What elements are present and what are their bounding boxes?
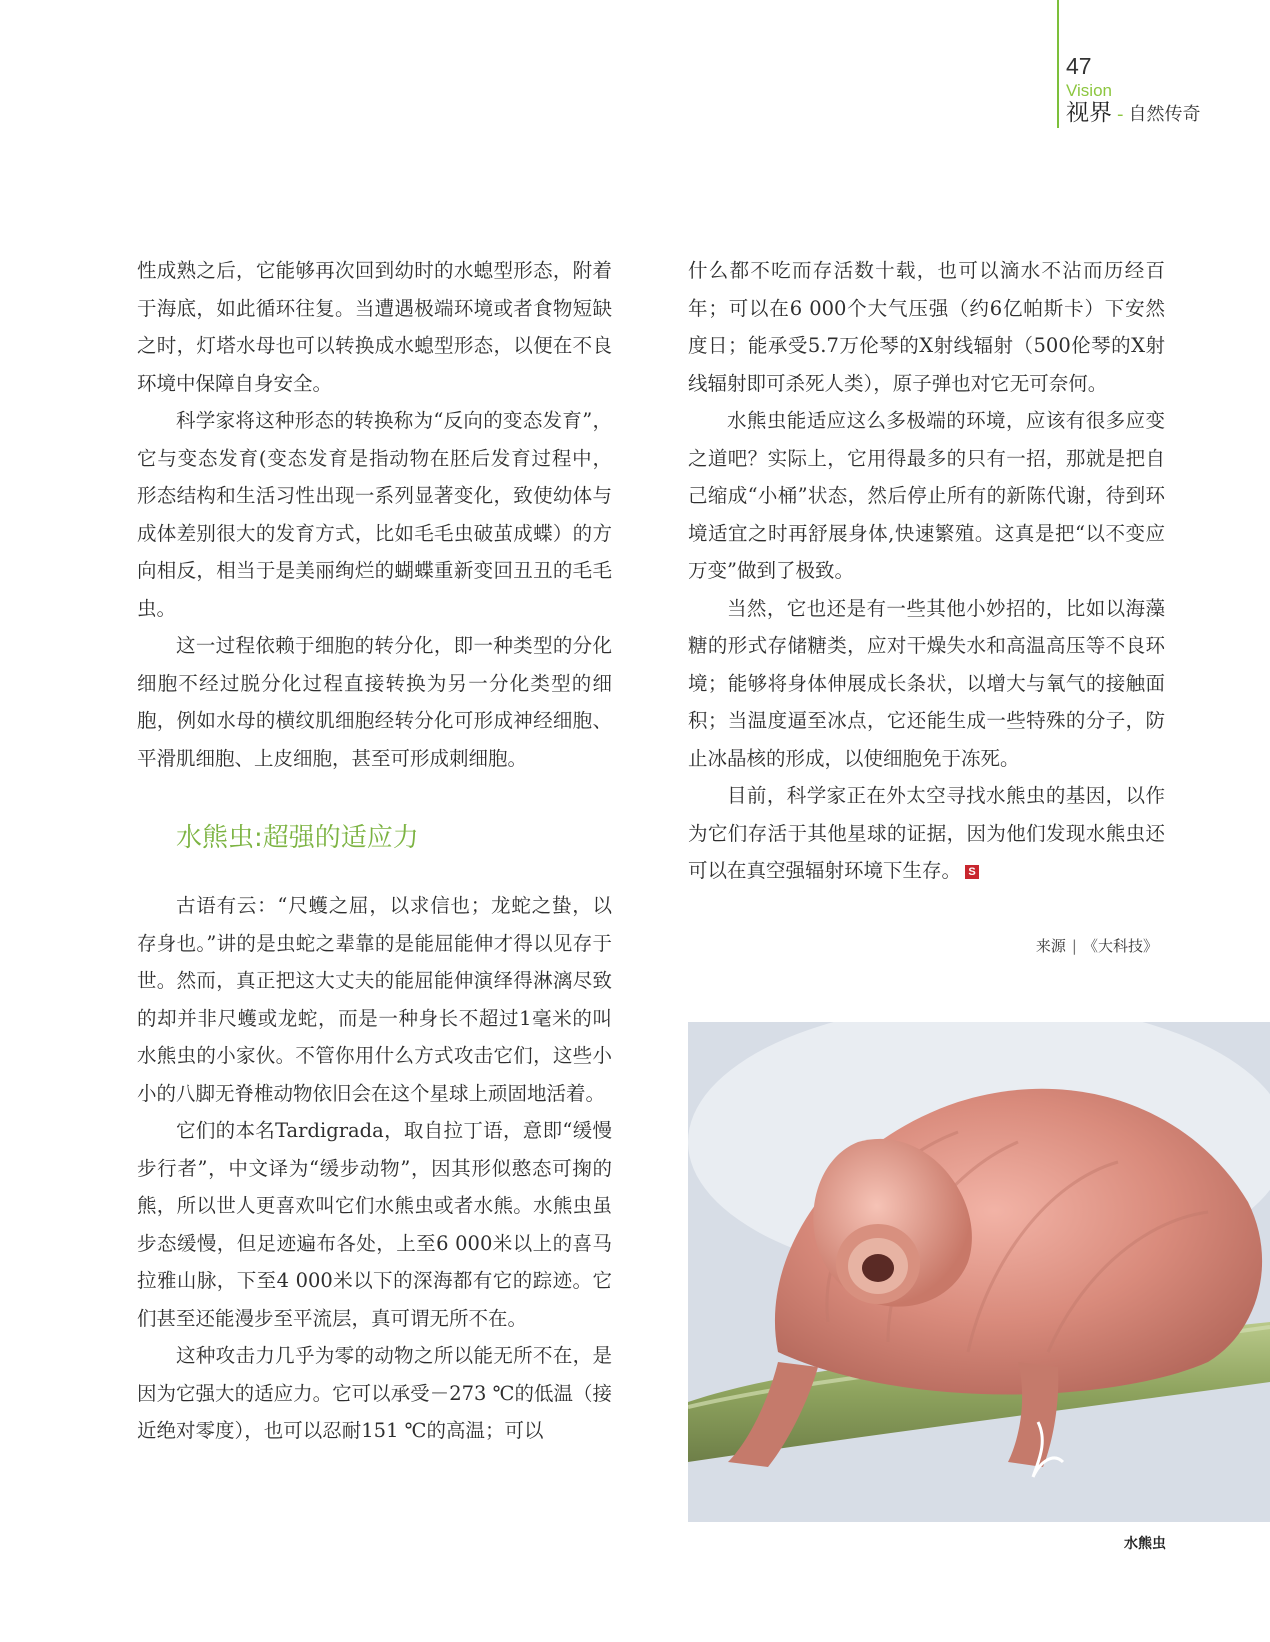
figure-caption: 水熊虫 [1124, 1536, 1166, 1552]
paragraph: 古语有云：“尺蠖之屈，以求信也；龙蛇之蛰，以存身也。”讲的是虫蛇之辈靠的是能屈能伸才得以见存于世。然而，真正把这大丈夫的能屈能伸演绎得淋漓尽致的却并非尺蠖或龙蛇，而是一种身长不超过1毫米的叫水熊虫的小家伙。不管你用什么方式攻击它们，这些小小的八脚无脊椎动物依旧会在这个星球上顽固地活着。 [137, 894, 612, 1105]
paragraph: 性成熟之后，它能够再次回到幼时的水螅型形态，附着于海底，如此循环往复。当遭遇极端环境或者食物短缺之时，灯塔水母也可以转换成水螅型形态，以便在不良环境中保障自身安全。 [137, 259, 612, 395]
tardigrade-illustration [688, 1022, 1270, 1522]
section-title-cn: 视界 [1066, 100, 1112, 126]
section-title [1066, 102, 1201, 125]
paragraph: 这一过程依赖于细胞的转分化，即一种类型的分化细胞不经过脱分化过程直接转换为另一分化类型的细胞，例如水母的横纹肌细胞经转分化可形成神经细胞、平滑肌细胞、上皮细胞，甚至可形成刺细胞。 [137, 634, 612, 770]
section-heading: 水熊虫:超强的适应力 [176, 823, 419, 853]
paragraph: 它们的本名Tardigrada，取自拉丁语，意即“缓慢步行者”，中文译为“缓步动物”，因其形似憨态可掬的熊，所以世人更喜欢叫它们水熊虫或者水熊。水熊虫虽步态缓慢，但足迹遍布各处，上至6 000米以上的喜马拉雅山脉，下至4 000米以下的深海都有它的踪迹。它们甚至还能漫步至平流层，真可谓无所不在。 [137, 1119, 612, 1330]
source-label: 来源 [1035, 937, 1066, 955]
section-subtitle: 自然传奇 [1128, 104, 1201, 125]
left-column [137, 252, 612, 1450]
header-divider [1057, 0, 1059, 128]
paragraph-last [688, 777, 1165, 890]
end-mark-icon: S [965, 865, 979, 879]
right-column [688, 252, 1165, 890]
paragraph: 什么都不吃而存活数十载，也可以滴水不沾而历经百年；可以在6 000个大气压强（约6亿帕斯卡）下安然度日；能承受5.7万伦琴的X射线辐射（500伦琴的X射线辐射即可杀死人类），原子弹也对它无可奈何。 [688, 259, 1165, 395]
section-dash: - [1117, 104, 1124, 125]
source-separator: | [1071, 937, 1077, 955]
source-name: 《大科技》 [1082, 937, 1158, 955]
paragraph: 科学家将这种形态的转换称为“反向的变态发育”，它与变态发育(变态发育是指动物在胚后发育过程中，形态结构和生活习性出现一系列显著变化，致使幼体与成体差别很大的发育方式，比如毛毛虫破茧成蝶）的方向相反，相当于是美丽绚烂的蝴蝶重新变回丑丑的毛毛虫。 [137, 409, 612, 620]
paragraph-text: 目前，科学家正在外太空寻找水熊虫的基因，以作为它们存活于其他星球的证据，因为他们发现水熊虫还可以在真空强辐射环境下生存。 [688, 784, 1165, 882]
source-credit [988, 935, 1158, 956]
paragraph: 水熊虫能适应这么多极端的环境，应该有很多应变之道吧？实际上，它用得最多的只有一招，那就是把自己缩成“小桶”状态，然后停止所有的新陈代谢，待到环境适宜之时再舒展身体,快速繁殖。这真是把“以不变应万变”做到了极致。 [688, 409, 1165, 582]
page-number: 47 [1066, 53, 1092, 79]
tardigrade-photo [688, 1022, 1270, 1522]
section-title-en: Vision [1066, 81, 1112, 100]
paragraph: 当然，它也还是有一些其他小妙招的，比如以海藻糖的形式存储糖类，应对干燥失水和高温高压等不良环境；能够将身体伸展成长条状，以增大与氧气的接触面积；当温度逼至冰点，它还能生成一些特殊的分子，防止冰晶核的形成，以使细胞免于冻死。 [688, 596, 1165, 770]
paragraph: 这种攻击力几乎为零的动物之所以能无所不在，是因为它强大的适应力。它可以承受－273 ℃的低温（接近绝对零度），也可以忍耐151 ℃的高温；可以 [137, 1344, 612, 1442]
